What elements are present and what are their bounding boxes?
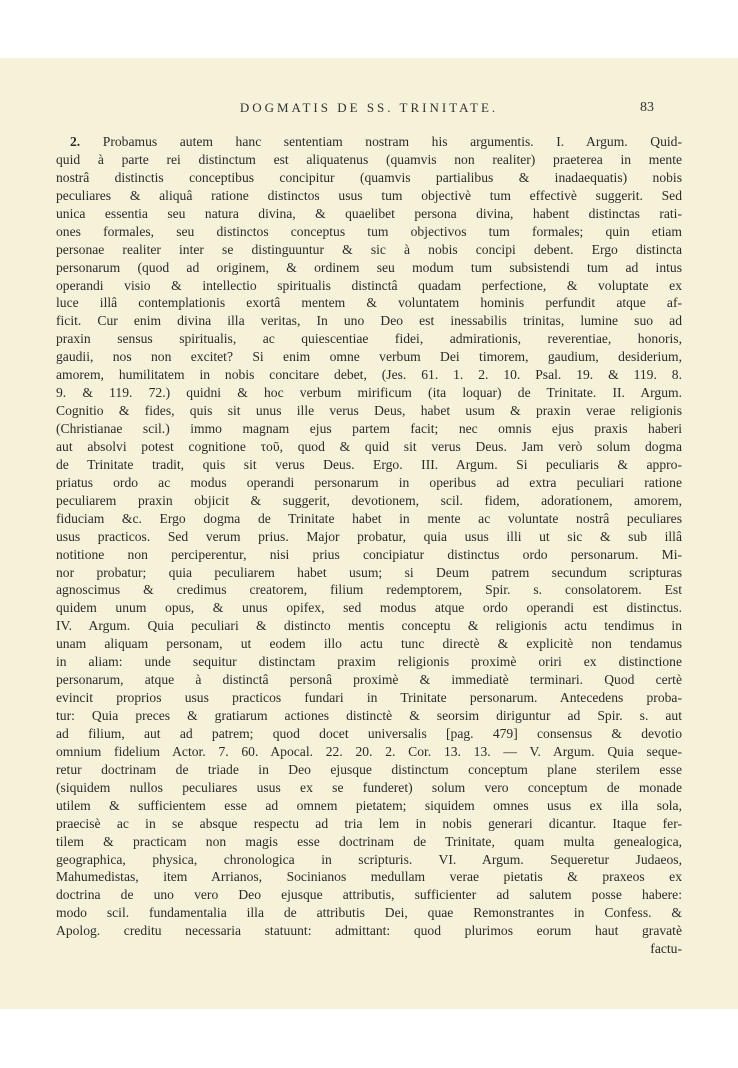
text-line: de Trinitate tradit, quis sit verus Deus. Ergo. III. Argum. Si peculiaris & appro- bbox=[56, 456, 682, 472]
text-line: doctrina de uno vero Deo ejusque attributis, sufficienter ad salutem posse habere: bbox=[56, 887, 682, 903]
text-line: luce illâ contemplationis exortâ mentem & voluntatem hominis perfundit atque af- bbox=[56, 295, 682, 311]
text-line: unica essentia seu natura divina, & quaelibet persona divina, habent distinctas rati- bbox=[56, 205, 682, 221]
text-line: ficit. Cur enim divina illa veritas, In uno Deo est inessabilis trinitas, lumine suo ad bbox=[56, 313, 682, 329]
running-head: DOGMATIS DE SS. TRINITATE. bbox=[239, 100, 499, 115]
text-line: amorem, humilitatem in nobis concitare debet, (Jes. 61. 1. 2. 10. Psal. 19. & 119. 8. bbox=[56, 367, 682, 383]
text-line: usus practicos. Sed verum prius. Major probatur, quia usus illi ut sic & sub illâ bbox=[56, 528, 682, 544]
text-line: peculiares & aliquâ ratione distinctos usus tum objectivè tum effectivè suggerit. Sed bbox=[56, 187, 682, 203]
text-line: quid à parte rei distinctum est aliquatenus (quamvis non realiter) praeterea in mente bbox=[56, 151, 682, 167]
text-line: operandi visio & intellectio spiritualis distinctâ quadam perfectione, & voluptate ex bbox=[56, 277, 682, 293]
text-line: agnoscimus & credimus creatorem, filium redemptorem, Spir. s. consolatorem. Est bbox=[56, 582, 682, 598]
body-text bbox=[56, 133, 682, 958]
text-line: 2. Probamus autem hanc sententiam nostram his argumentis. I. Argum. Quid- bbox=[70, 134, 682, 149]
text-line: omnium fidelium Actor. 7. 60. Apocal. 22. 20. 2. Cor. 13. 13. — V. Argum. Quia seque- bbox=[56, 743, 682, 759]
page-number: 83 bbox=[640, 100, 654, 115]
text-line: utilem & sufficientem esse ad omnem pietatem; siquidem omnes usus ex illa sola, bbox=[56, 797, 682, 813]
book-page bbox=[0, 58, 738, 1009]
text-line: personae realiter inter se distinguuntur & sic à nobis concipi debent. Ergo distincta bbox=[56, 241, 682, 257]
text-line: geographica, physica, chronologica in scripturis. VI. Argum. Sequeretur Judaeos, bbox=[56, 851, 682, 867]
text-line: unam aliquam personam, ut eodem illo actu tunc directè & explicitè non tendamus bbox=[56, 636, 682, 652]
text-line: 9. & 119. 72.) quidni & hoc verbum mirificum (ita loquar) de Trinitate. II. Argum. bbox=[56, 385, 682, 401]
text-line: peculiarem praxin objicit & suggerit, devotionem, scil. fidem, adorationem, amorem, bbox=[56, 492, 682, 508]
text-line: ad filium, aut ad patrem; quod docet universalis [pag. 479] consensus & devotio bbox=[56, 725, 682, 741]
text-line: fiduciam &c. Ergo dogma de Trinitate habet in mente ac voluntate nostrâ peculiares bbox=[56, 510, 682, 526]
text-line: gaudii, nos non excitet? Si enim omne verbum Dei timorem, gaudium, desiderium, bbox=[56, 349, 682, 365]
text-line: in aliam: unde sequitur distinctam praxim religionis proximè oriri ex distinctione bbox=[56, 654, 682, 670]
section-number: 2. bbox=[70, 134, 81, 149]
text-line: priatus ordo ac modus operandi personarum in operibus ad extra peculiari ratione bbox=[56, 474, 682, 490]
text-line: retur doctrinam de triade in Deo ejusque distinctum conceptum plane sterilem esse bbox=[56, 761, 682, 777]
text-line: evincit proprios usus practicos fundari in Trinitate personarum. Antecedens proba- bbox=[56, 690, 682, 706]
text-line: Cognitio & fides, quis sit unus ille verus Deus, habet usum & praxin verae religionis bbox=[56, 403, 682, 419]
text-line: IV. Argum. Quia peculiari & distincto mentis conceptu & religionis actu tendimus in bbox=[56, 618, 682, 634]
text-line: Apolog. creditu necessaria statuunt: admittant: quod plurimos eorum haut gravatè bbox=[56, 923, 682, 939]
text-line: notitione non perciperentur, nisi prius concipiatur distinctus ordo personarum. Mi- bbox=[56, 546, 682, 562]
text-line: praxin sensus spiritualis, ac quiescentiae fidei, admirationis, reverentiae, honoris, bbox=[56, 331, 682, 347]
text-line: tilem & practicam non magis esse doctrinam de Trinitate, quam multa genealogica, bbox=[56, 833, 682, 849]
text-line: Mahumedistas, item Arrianos, Socinianos medullam verae pietatis & praxeos ex bbox=[56, 869, 682, 885]
page-header bbox=[0, 100, 738, 120]
text-line: ones formales, seu distinctos conceptus tum objectivos tum formales; quin etiam bbox=[56, 223, 682, 239]
text-line: personarum (quod ad originem, & ordinem seu modum tum subsistendi tum ad intus bbox=[56, 259, 682, 275]
catchword: factu- bbox=[650, 941, 682, 957]
text-line: (siquidem nullos peculiares usus ex se funderet) solum vero conceptum de monade bbox=[56, 779, 682, 795]
text-line: aut absolvi potest cognitione τοῦ, quod & quid sit verus Deus. Jam verò solum dogma bbox=[56, 438, 682, 454]
text-line: tur: Quia preces & gratiarum actiones distinctè & seorsim diriguntur ad Spir. s. aut bbox=[56, 708, 682, 723]
text-line: personarum, atque à distinctâ personâ proximè & immediatè terminari. Quod certè bbox=[56, 672, 682, 688]
text-line: praecisè ac in se absque respectu ad tria lem in nobis generari dicantur. Itaque fer- bbox=[56, 815, 682, 831]
text-line: (Christianae scil.) immo magnam ejus partem facit; nec omnis ejus praxis haberi bbox=[56, 421, 682, 436]
text-line: quidem unum opus, & unus opifex, sed modus atque ordo operandi est distinctus. bbox=[56, 600, 682, 616]
text-line: modo scil. fundamentalia illa de attributis Dei, quae Remonstrantes in Confess. & bbox=[56, 905, 682, 921]
text-line: nor probatur; quia peculiarem habet usum; si Deum patrem secundum scripturas bbox=[56, 564, 682, 580]
text-line: nostrâ distinctis conceptibus concipitur (quamvis partialibus & inadaequatis) nobis bbox=[56, 169, 682, 185]
